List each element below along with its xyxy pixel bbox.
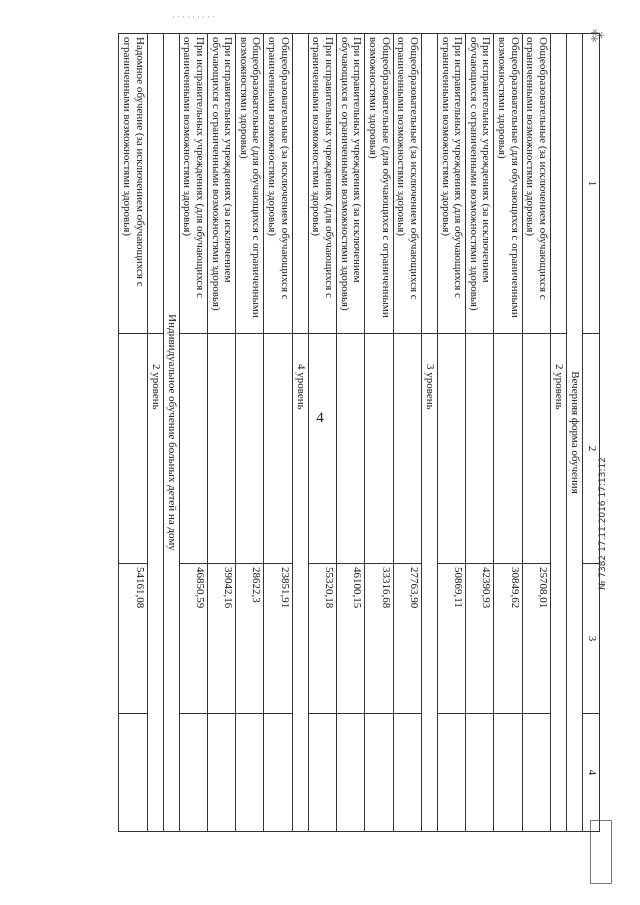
level-spacer — [551, 34, 567, 334]
table-row — [494, 34, 522, 832]
row-label: При исправительных учреждениях (за исключением обучающихся с ограниченными возможностями здоровья) — [466, 34, 494, 334]
header-col-4: 4 — [583, 714, 600, 832]
table-row — [308, 34, 336, 832]
row-empty-cell — [466, 334, 494, 564]
row-empty-cell — [179, 714, 207, 832]
section-row — [163, 34, 179, 832]
row-value: 33316,68 — [365, 564, 393, 714]
row-label: При исправительных учреждениях (для обучающихся с ограниченными возможностями здоровья) — [437, 34, 465, 334]
row-empty-cell — [119, 714, 147, 832]
table-row — [236, 34, 264, 832]
row-empty-cell — [337, 714, 365, 832]
page-number: 4 — [316, 410, 324, 426]
row-value: 42390,93 — [466, 564, 494, 714]
row-empty-cell — [365, 714, 393, 832]
row-value: 46850,59 — [179, 564, 207, 714]
table-row — [337, 34, 365, 832]
row-empty-cell — [236, 714, 264, 832]
row-value: 39042,16 — [207, 564, 235, 714]
row-empty-cell — [337, 334, 365, 564]
row-label: Общеобразовательные (за исключением обучающихся с ограниченными возможностями здоровья) — [522, 34, 550, 334]
scan-dots: ········· — [172, 12, 217, 22]
table-row — [466, 34, 494, 832]
row-label: Общеобразовательные (для обучающихся с ограниченными возможностями здоровья) — [236, 34, 264, 334]
section-title: Индивидуальное обучение больных детей на дому — [163, 34, 179, 832]
section-title: Вечерняя форма обучения — [567, 34, 583, 832]
row-label: При исправительных учреждениях (за исключением обучающихся с ограниченными возможностями здоровья) — [337, 34, 365, 334]
row-empty-cell — [522, 334, 550, 564]
row-empty-cell — [393, 334, 421, 564]
header-col-1: 1 — [583, 34, 600, 334]
rotated-table-container — [80, 33, 600, 831]
row-value: 55320,18 — [308, 564, 336, 714]
table-row — [179, 34, 207, 832]
row-empty-cell — [522, 714, 550, 832]
level-label: 3 уровень — [421, 334, 437, 832]
row-empty-cell — [466, 714, 494, 832]
row-label: Общеобразовательные (за исключением обучающихся с ограниченными возможностями здоровья) — [393, 34, 421, 334]
table-row — [365, 34, 393, 832]
section-row — [567, 34, 583, 832]
level-row — [147, 34, 163, 832]
row-label: При исправительных учреждениях (за исключением обучающихся с ограниченными возможностями здоровья) — [207, 34, 235, 334]
table-row — [522, 34, 550, 832]
row-label: При исправительных учреждениях (для обучающихся с ограниченными возможностями здоровья) — [308, 34, 336, 334]
row-empty-cell — [437, 334, 465, 564]
row-empty-cell — [207, 334, 235, 564]
tariff-table — [118, 33, 600, 832]
level-spacer — [421, 34, 437, 334]
row-value: 27763,90 — [393, 564, 421, 714]
row-empty-cell — [365, 334, 393, 564]
registration-stamp: № 7382 17.11.2016 17:13:12 — [598, 457, 608, 590]
header-col-2: 2 — [583, 334, 600, 564]
row-empty-cell — [393, 714, 421, 832]
row-empty-cell — [264, 714, 292, 832]
level-label: 2 уровень — [551, 334, 567, 832]
row-value: 28622,3 — [236, 564, 264, 714]
level-row — [421, 34, 437, 832]
row-empty-cell — [308, 714, 336, 832]
table-row — [119, 34, 147, 832]
row-empty-cell — [308, 334, 336, 564]
row-value: 46100,15 — [337, 564, 365, 714]
row-empty-cell — [207, 714, 235, 832]
row-empty-cell — [119, 334, 147, 564]
row-label: Надомное обучение (за исключением обучающихся с ограниченными возможностями здоровья) — [119, 34, 147, 334]
row-label: Общеобразовательные (за исключением обучающихся с ограниченными возможностями здоровья) — [264, 34, 292, 334]
row-value: 30849,62 — [494, 564, 522, 714]
row-label: Общеобразовательные (для обучающихся с ограниченными возможностями здоровья) — [494, 34, 522, 334]
level-label: 4 уровень — [292, 334, 308, 832]
level-row — [551, 34, 567, 832]
level-spacer — [147, 34, 163, 334]
row-label: Общеобразовательные (для обучающихся с ограниченными возможностями здоровья) — [365, 34, 393, 334]
header-row — [583, 34, 600, 832]
level-row — [292, 34, 308, 832]
row-empty-cell — [179, 334, 207, 564]
row-value: 25708,01 — [522, 564, 550, 714]
row-value: 50869,11 — [437, 564, 465, 714]
level-spacer — [292, 34, 308, 334]
table-row — [393, 34, 421, 832]
row-label: При исправительных учреждениях (для обучающихся с ограниченными возможностями здоровья) — [179, 34, 207, 334]
header-col-3: 3 — [583, 564, 600, 714]
table-row — [207, 34, 235, 832]
row-value: 54161,08 — [119, 564, 147, 714]
row-empty-cell — [264, 334, 292, 564]
row-empty-cell — [494, 334, 522, 564]
table-row — [437, 34, 465, 832]
level-label: 2 уровень — [147, 334, 163, 832]
row-empty-cell — [437, 714, 465, 832]
row-empty-cell — [494, 714, 522, 832]
row-value: 23851,91 — [264, 564, 292, 714]
scan-mark: ⁂ — [587, 26, 607, 47]
table-row — [264, 34, 292, 832]
row-empty-cell — [236, 334, 264, 564]
